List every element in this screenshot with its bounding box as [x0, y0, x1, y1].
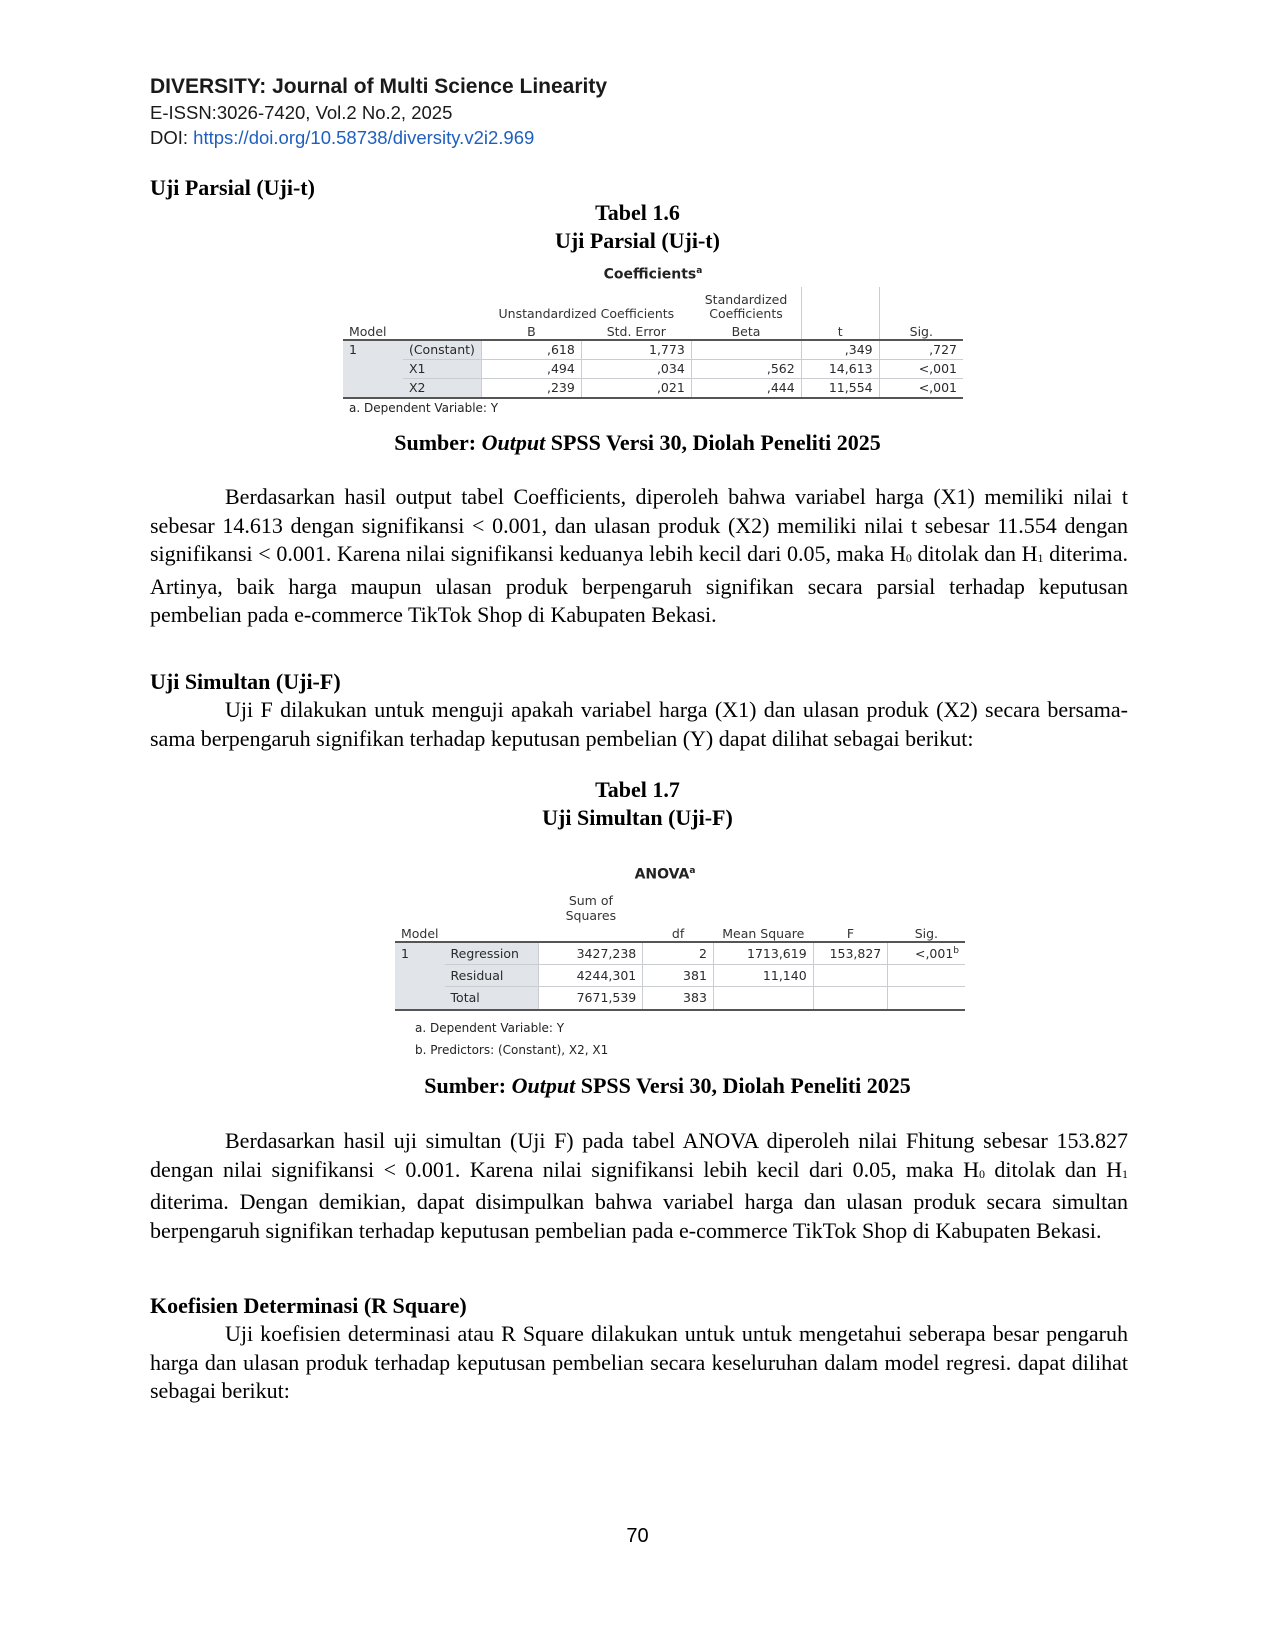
cell-sig: ,727: [879, 340, 963, 360]
cell-beta: ,562: [691, 359, 801, 378]
header-model: Model: [349, 323, 387, 339]
paragraph-uji-f: Berdasarkan hasil uji simultan (Uji F) pada tabel ANOVA diperoleh nilai Fhitung sebesar 153.827 dengan nilai signifikansi < 0.001. Karena nilai signifikansi lebih kecil dari 0.05, maka $H_0$ ditolak dan $H_1$ diterima. Dengan demikian, dapat disimpulkan bahwa variabel harga dan ulasan produk secara simultan berpengaruh signifikan terhadap keputusan pembelian pada e-commerce TikTok Shop di Kabupaten Bekasi.: [150, 1128, 1128, 1243]
section-heading-uji-f: Uji Simultan (Uji-F): [150, 669, 341, 694]
table-row: [343, 359, 963, 378]
table-source-2: Sumber: Output SPSS Versi 30, Diolah Peneliti 2025: [424, 1073, 911, 1098]
cell-b: ,618: [481, 340, 581, 360]
row-label: (Constant): [403, 340, 481, 360]
header-sum-of-squares: Sum of Squares: [565, 892, 617, 923]
cell-beta: ,444: [691, 378, 801, 398]
row-label: Residual: [445, 965, 539, 987]
cell-se: ,034: [581, 359, 691, 378]
header-beta: Beta: [691, 321, 801, 340]
header-sig: Sig.: [914, 925, 939, 941]
journal-header: [150, 74, 607, 150]
header-std-error: Std. Error: [606, 323, 666, 339]
header-f: F: [846, 925, 855, 941]
anova-footnote-a: a. Dependent Variable: Y: [415, 1020, 565, 1035]
row-label: X1: [403, 359, 481, 378]
header-standardized: Standardized Coefficients: [691, 287, 801, 321]
cell-df: 2: [643, 942, 714, 965]
cell-f: [813, 987, 888, 1010]
anova-footnotes: [415, 1017, 965, 1061]
table-row: [395, 942, 965, 965]
cell-sig: <,001: [879, 378, 963, 398]
coefficients-title: Coefficients$^a$: [603, 266, 703, 283]
page-number: 70: [626, 1525, 649, 1547]
cell-t: 11,554: [801, 378, 879, 398]
cell-f: [813, 965, 888, 987]
header-t: t: [801, 321, 879, 340]
table-row: [395, 965, 965, 987]
anova-title: ANOVA$^a$: [634, 866, 696, 883]
table-row: [395, 987, 965, 1010]
paragraph-uji-t: Berdasarkan hasil output tabel Coefficients, diperoleh bahwa variabel harga (X1) memiliki nilai t sebesar 14.613 dengan signifikansi < 0.001, dan ulasan produk (X2) memiliki nilai t sebesar 11.554 dengan signifikansi < 0.001. Karena nilai signifikansi keduanya lebih kecil dari 0.05, maka $H_0$ ditolak dan $H_1$ diterima. Artinya, baik harga maupun ulasan produk berpengaruh signifikan secara parsial terhadap keputusan pembelian pada e-commerce TikTok Shop di Kabupaten Bekasi.: [150, 484, 1128, 628]
cell-ss: 3427,238: [539, 942, 643, 965]
journal-issn: E-ISSN:3026-7420, Vol.2 No.2, 2025: [150, 102, 453, 123]
header-b: B: [527, 323, 536, 339]
cell-f: 153,827: [813, 942, 888, 965]
cell-t: ,349: [801, 340, 879, 360]
cell-se: 1,773: [581, 340, 691, 360]
cell-ms: 1713,619: [713, 942, 813, 965]
cell-sig: <,001: [879, 359, 963, 378]
model-number: 1: [395, 942, 445, 965]
table-caption-number: Tabel 1.6: [595, 200, 680, 225]
table-row: [343, 378, 963, 398]
journal-title: DIVERSITY: Journal of Multi Science Linearity: [150, 75, 608, 98]
section-heading-r-square: Koefisien Determinasi (R Square): [150, 1293, 467, 1318]
anova-grid: [395, 887, 965, 1011]
header-unstandardized: Unstandardized Coefficients: [498, 305, 675, 321]
cell-ss: 4244,301: [539, 965, 643, 987]
cell-ms: [713, 987, 813, 1010]
table-caption-title-2: Uji Simultan (Uji-F): [542, 805, 733, 830]
paragraph-r-square: Uji koefisien determinasi atau R Square dilakukan untuk untuk mengetahui seberapa besar pengaruh harga dan ulasan produk terhadap keputusan pembelian secara keseluruhan dalam model regresi. dapat dilihat sebagai berikut:: [150, 1321, 1128, 1404]
header-df: df: [671, 925, 685, 941]
section-heading-uji-t: Uji Parsial (Uji-t): [150, 175, 315, 200]
coefficients-footnote: a. Dependent Variable: Y: [349, 400, 499, 415]
cell-ms: 11,140: [713, 965, 813, 987]
cell-df: 383: [643, 987, 714, 1010]
table-caption-number-2: Tabel 1.7: [595, 777, 680, 802]
cell-ss: 7671,539: [539, 987, 643, 1010]
doi-link[interactable]: https://doi.org/10.58738/diversity.v2i2.969: [193, 127, 535, 148]
coefficients-table: [343, 266, 963, 415]
header-model: Model: [401, 925, 439, 941]
cell-df: 381: [643, 965, 714, 987]
model-number: 1: [343, 340, 403, 360]
coefficients-grid: [343, 287, 963, 399]
anova-table: [395, 866, 965, 1061]
table-row: [343, 340, 963, 360]
row-label: Total: [445, 987, 539, 1010]
cell-sig: <,001$^b$: [888, 942, 965, 965]
row-label: X2: [403, 378, 481, 398]
cell-t: 14,613: [801, 359, 879, 378]
row-label: Regression: [445, 942, 539, 965]
table-source-1: Sumber: Output SPSS Versi 30, Diolah Peneliti 2025: [394, 430, 881, 455]
cell-sig: [888, 987, 965, 1010]
journal-doi: [150, 125, 607, 150]
cell-sig: [888, 965, 965, 987]
table-caption-title: Uji Parsial (Uji-t): [555, 228, 720, 253]
header-mean-square: Mean Square: [722, 925, 805, 941]
cell-b: ,239: [481, 378, 581, 398]
anova-footnote-b: b. Predictors: (Constant), X2, X1: [415, 1042, 609, 1057]
doi-label: DOI:: [150, 127, 194, 148]
cell-b: ,494: [481, 359, 581, 378]
header-sig: Sig.: [909, 323, 933, 339]
cell-se: ,021: [581, 378, 691, 398]
cell-beta: [691, 340, 801, 360]
paragraph-uji-f-intro: Uji F dilakukan untuk menguji apakah variabel harga (X1) dan ulasan produk (X2) secara bersama-sama berpengaruh signifikan terhadap keputusan pembelian (Y) dapat dilihat sebagai berikut:: [150, 697, 1128, 751]
